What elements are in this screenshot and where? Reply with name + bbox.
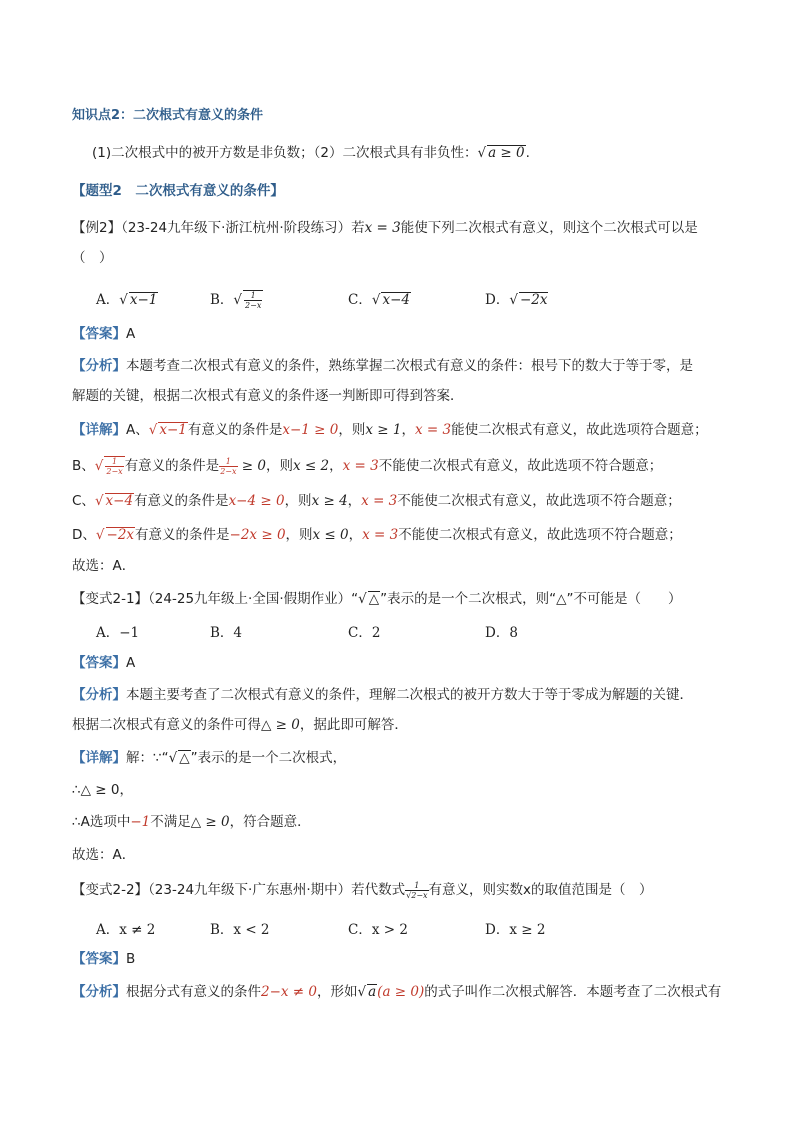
variant-rad: △ — [368, 591, 380, 607]
example-2-question — [72, 218, 698, 238]
answer-tag: 【答案】 — [72, 951, 126, 967]
answer-value: A — [126, 655, 136, 671]
analysis-tag: 【分析】 — [72, 358, 126, 374]
detail-b-m1: ≥ 0 — [237, 458, 266, 474]
variant-2-1-analysis-line1 — [72, 685, 693, 705]
analysis-text: 本题主要考查了二次根式有意义的条件，理解二次根式的被开方数大于等于零成为解题的关键． — [126, 687, 693, 703]
question-source: （23-24九年级下·浙江杭州·阶段练习）若 — [121, 220, 365, 236]
step2-m2: △ ≥ 0 — [190, 814, 230, 830]
variant-text: ”表示的是一个二次根式，则“△”不可能是（ ） — [380, 591, 682, 607]
analysis-text: 本题考查二次根式有意义的条件，熟练掌握二次根式有意义的条件：根号下的数大于等于零，是 — [126, 358, 693, 374]
detail-b-t1: 有意义的条件是 — [124, 458, 220, 474]
detail-c-m3: x = 3 — [361, 493, 398, 509]
option-d: D．√ −2x — [485, 292, 548, 308]
detail-a-m3: x = 3 — [414, 422, 452, 438]
variant-2-2-options — [72, 918, 732, 940]
detail-rad: △ — [179, 750, 190, 766]
detail-d-t3: ， — [348, 527, 363, 543]
detail-c-t3: ， — [347, 493, 362, 509]
detail-c-t1: 有意义的条件是 — [134, 493, 229, 509]
detail-a-t3: ， — [401, 422, 415, 438]
detail-c-t4: 不能使二次根式有意义，故此选项不符合题意； — [397, 493, 681, 509]
detail-c-rad: x−4 — [105, 493, 134, 509]
option-b: B．√ $\frac{1}{2-x}$ — [210, 291, 262, 310]
q-num: 1 — [405, 881, 428, 891]
variant-2-1-answer — [72, 653, 135, 673]
example-2-analysis-line2: 解题的关键，根据二次根式有意义的条件逐一判断即可得到答案． — [72, 388, 464, 404]
analysis-b: ，形如 — [317, 984, 358, 1000]
variant-tag: 【变式2-2】 — [72, 882, 149, 898]
step2-b: 不满足 — [150, 814, 191, 830]
variant-2-1-options — [72, 621, 732, 643]
analysis-l2b: ，据此即可解答． — [299, 717, 408, 733]
detail-c-t2: ，则 — [284, 493, 312, 509]
detail-d-pre: D、 — [72, 527, 96, 543]
variant-2-1-step2 — [72, 812, 311, 832]
example-2-detail-d: D、√ −2x有意义的条件是−2x ≥ 0，则x ≤ 0，x = 3不能使二次根式有意义，故此选项不符合题意； — [72, 527, 682, 543]
option-a: A．x ≠ 2 — [96, 922, 156, 938]
option-a: A．√ x−1 — [96, 292, 158, 308]
example-2-detail-c: C、√ x−4有意义的条件是x−4 ≥ 0，则x ≥ 4，x = 3不能使二次根式有意义，故此选项不符合题意； — [72, 493, 681, 509]
detail-a-m1: x−1 ≥ 0 — [282, 422, 339, 438]
analysis-c: 的式子叫作二次根式解答．本题考查了二次根式有 — [424, 984, 722, 1000]
detail-c-pre: C、 — [72, 493, 95, 509]
option-a-expr: x−1 — [129, 292, 158, 308]
detail-b-pre: B、 — [72, 458, 95, 474]
variant-2-1-analysis-line2 — [72, 715, 408, 735]
detail-b-den: 2−x — [106, 467, 123, 476]
detail-c-m2: x ≥ 4 — [311, 493, 348, 509]
sqrt-symbol: √ — [477, 145, 487, 161]
detail-a-t1: 有意义的条件是 — [187, 422, 283, 438]
option-c: C．x > 2 — [348, 922, 408, 938]
detail-b-m3: x = 3 — [342, 458, 379, 474]
kp-end: . — [525, 145, 530, 161]
topic-heading: 【题型2 二次根式有意义的条件】 — [72, 183, 284, 199]
analysis-rad: a — [368, 984, 377, 1000]
variant-source: （23-24九年级下·广东惠州·期中）若代数式 — [148, 882, 406, 898]
option-d-label: D． — [485, 292, 510, 308]
variant-tag: 【变式2-1】 — [72, 591, 149, 607]
variant-2-2-answer — [72, 949, 135, 969]
analysis-a: 根据分式有意义的条件 — [126, 984, 261, 1000]
detail-d-t1: 有意义的条件是 — [135, 527, 230, 543]
detail-d-rad: −2x — [106, 527, 135, 543]
option-b-num: 1 — [244, 291, 262, 301]
detail-d-t4: 不能使二次根式有意义，故此选项不符合题意； — [398, 527, 682, 543]
detail-b-num: 1 — [105, 457, 123, 467]
variant-2-2-analysis: 【分析】根据分式有意义的条件2−x ≠ 0，形如√ a(a ≥ 0)的式子叫作二次根式解答．本题考查了二次根式有 — [72, 984, 722, 1000]
detail-a-rad: x−1 — [159, 422, 187, 438]
option-d: D．x ≥ 2 — [485, 922, 546, 938]
variant-source: （24-25九年级上·全国·假期作业）“ — [148, 591, 359, 607]
q-den: 2−x — [411, 890, 428, 900]
detail-a-t2: ，则 — [338, 422, 366, 438]
question-math: x = 3 — [364, 220, 401, 236]
example-2-choose: 故选：A． — [72, 558, 136, 574]
detail-d-m3: x = 3 — [362, 527, 399, 543]
detail-tag: 【详解】 — [72, 750, 126, 766]
example-2-question-line2: （ ） — [72, 250, 113, 266]
option-c-expr: x−4 — [382, 292, 410, 308]
detail-c-m1: x−4 ≥ 0 — [228, 493, 285, 509]
variant-2-2-question: 【变式2-2】（23-24九年级下·广东惠州·期中）若代数式 $\frac{1}{√2-x}$ 有意义，则实数x的取值范围是（ ） — [72, 880, 653, 900]
detail-d-m2: x ≤ 0 — [312, 527, 349, 543]
knowledge-point-heading: 知识点2：二次根式有意义的条件 — [72, 108, 264, 123]
option-b-label: B． — [210, 292, 234, 308]
option-c-label: C． — [348, 292, 372, 308]
step2-c: ，符合题意． — [229, 814, 311, 830]
answer-value: B — [126, 951, 136, 967]
analysis-cond: (a ≥ 0) — [377, 984, 425, 1000]
analysis-tag: 【分析】 — [72, 687, 126, 703]
detail-b-mnum: 1 — [219, 457, 237, 467]
answer-tag: 【答案】 — [72, 655, 126, 671]
step2-m: −1 — [130, 814, 151, 830]
example-2-answer — [72, 324, 135, 344]
knowledge-point-description — [92, 143, 530, 163]
variant-2-1-detail: 【详解】解：∵“√ △”表示的是一个二次根式， — [72, 750, 347, 766]
option-d-expr: −2x — [519, 292, 548, 308]
option-b-den: 2−x — [245, 301, 262, 310]
option-c: C．√ x−4 — [348, 292, 410, 308]
step2-a: ∴A选项中 — [72, 814, 131, 830]
variant-2-1-question: 【变式2-1】（24-25九年级上·全国·假期作业）“√ △”表示的是一个二次根式，则“△”不可能是（ ） — [72, 591, 682, 607]
variant-text: 有意义，则实数x的取值范围是（ ） — [428, 882, 653, 898]
option-a: A．−1 — [96, 625, 140, 641]
example-tag: 【例2】 — [72, 220, 122, 236]
detail-b: ”表示的是一个二次根式， — [190, 750, 347, 766]
detail-a: 解：∵“ — [126, 750, 169, 766]
detail-d-t2: ，则 — [285, 527, 313, 543]
analysis-m: 2−x ≠ 0 — [261, 984, 317, 1000]
kp-text: (1)二次根式中的被开方数是非负数；（2）二次根式具有非负性： — [92, 145, 478, 161]
question-text: 能使下列二次根式有意义，则这个二次根式可以是 — [400, 220, 698, 236]
detail-a-pre: A、 — [126, 422, 149, 438]
answer-tag: 【答案】 — [72, 326, 126, 342]
detail-d-m1: −2x ≥ 0 — [229, 527, 286, 543]
variant-2-1-step1: ∴△ ≥ 0， — [72, 782, 133, 798]
detail-b-t2: ，则 — [265, 458, 293, 474]
detail-b-t3: ， — [329, 458, 343, 474]
detail-b-mden: 2−x — [220, 467, 237, 476]
kp-formula: a ≥ 0 — [488, 145, 525, 161]
option-b: B．4 — [210, 625, 243, 641]
analysis-l2m: △ ≥ 0 — [261, 717, 300, 733]
example-2-options — [72, 288, 732, 310]
detail-b-m2: x ≤ 2 — [292, 458, 330, 474]
option-a-label: A． — [96, 292, 120, 308]
variant-2-1-choose: 故选：A． — [72, 847, 136, 863]
example-2-analysis-line1 — [72, 356, 693, 376]
detail-b-t4: 不能使二次根式有意义，故此选项不符合题意； — [378, 458, 663, 474]
detail-a-m2: x ≥ 1 — [365, 422, 402, 438]
analysis-l2a: 根据二次根式有意义的条件可得 — [72, 717, 261, 733]
option-c: C．2 — [348, 625, 381, 641]
answer-value: A — [126, 326, 136, 342]
option-b: B．x < 2 — [210, 922, 270, 938]
example-2-detail-b: B、√ $\frac{1}{2-x}$ 有意义的条件是 $\frac{1}{2-x}$ ≥ 0，则x ≤ 2，x = 3不能使二次根式有意义，故此选项不符合题意； — [72, 457, 663, 476]
analysis-tag: 【分析】 — [72, 984, 126, 1000]
example-2-detail-a: 【详解】A、√ x−1有意义的条件是x−1 ≥ 0，则x ≥ 1，x = 3能使二次根式有意义，故此选项符合题意； — [72, 422, 708, 438]
detail-tag: 【详解】 — [72, 422, 126, 438]
option-d: D．8 — [485, 625, 518, 641]
detail-a-t4: 能使二次根式有意义，故此选项符合题意； — [451, 422, 708, 438]
